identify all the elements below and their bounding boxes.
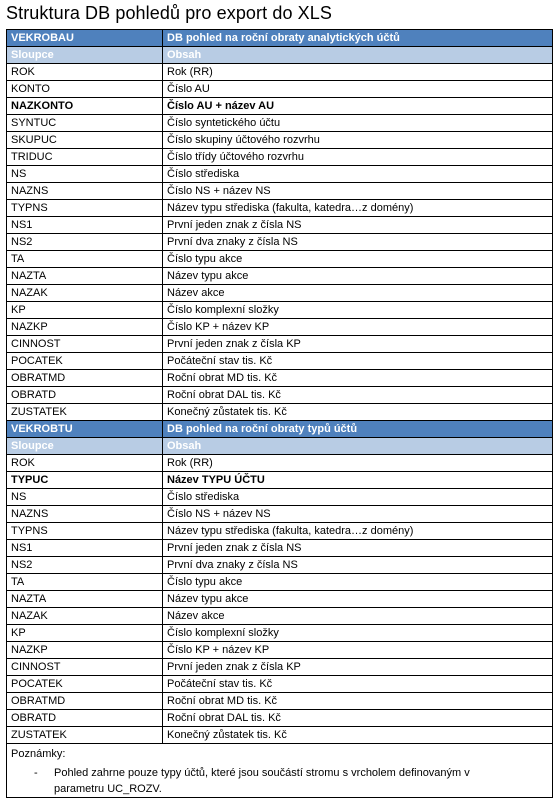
column-content-cell: Název typu akce [163,591,553,608]
table-row [7,336,553,353]
column-name-cell: OBRATMD [7,370,163,387]
table-row [7,387,553,404]
column-name-cell: TYPNS [7,523,163,540]
table-row [7,472,553,489]
table-row [7,132,553,149]
column-name-cell: NAZAK [7,608,163,625]
column-name-cell: NAZKP [7,319,163,336]
table-row [7,659,553,676]
table-row [7,149,553,166]
column-content-cell: Číslo třídy účtového rozvrhu [163,149,553,166]
table-row [7,489,553,506]
table-row [7,234,553,251]
column-name-cell: ZUSTATEK [7,404,163,421]
column-header-obsah: Obsah [163,47,553,64]
column-content-cell: Roční obrat MD tis. Kč [163,693,553,710]
column-content-cell: Číslo KP + název KP [163,319,553,336]
table-body [7,30,553,798]
column-name-cell: NAZTA [7,591,163,608]
column-content-cell: Číslo střediska [163,166,553,183]
column-name-cell: NAZKONTO [7,98,163,115]
column-name-cell: KONTO [7,81,163,98]
table-row [7,727,553,744]
table-row [7,183,553,200]
column-name-cell: NAZNS [7,183,163,200]
column-name-cell: NS2 [7,234,163,251]
column-name-cell: KP [7,625,163,642]
section-title-row [7,421,553,438]
column-name-cell: KP [7,302,163,319]
column-content-cell: Číslo AU [163,81,553,98]
page-title: Struktura DB pohledů pro export do XLS [6,3,332,23]
column-name-cell: POCATEK [7,353,163,370]
table-row [7,251,553,268]
table-row [7,370,553,387]
column-name-cell: NS2 [7,557,163,574]
column-content-cell: První jeden znak z čísla NS [163,540,553,557]
column-name-cell: TA [7,574,163,591]
notes-cell [7,744,553,798]
column-content-cell: První jeden znak z čísla KP [163,659,553,676]
column-content-cell: První jeden znak z čísla NS [163,217,553,234]
column-content-cell: Číslo typu akce [163,574,553,591]
table-row [7,81,553,98]
column-name-cell: TYPNS [7,200,163,217]
table-row [7,353,553,370]
table-row [7,404,553,421]
column-content-cell: Číslo NS + název NS [163,506,553,523]
table-row [7,693,553,710]
column-header-sloupce: Sloupce [7,47,163,64]
column-content-cell: Číslo střediska [163,489,553,506]
column-content-cell: Počáteční stav tis. Kč [163,676,553,693]
table-row [7,166,553,183]
column-name-cell: CINNOST [7,659,163,676]
table-row [7,557,553,574]
column-name-cell: NAZTA [7,268,163,285]
column-content-cell: Číslo typu akce [163,251,553,268]
column-content-cell: Číslo KP + název KP [163,642,553,659]
column-name-cell: ROK [7,64,163,81]
view-description: DB pohled na roční obraty typů účtů [163,421,553,438]
column-name-cell: OBRATD [7,710,163,727]
column-content-cell: Rok (RR) [163,455,553,472]
table-row [7,506,553,523]
table-row [7,523,553,540]
column-name-cell: NS [7,166,163,183]
column-name-cell: POCATEK [7,676,163,693]
table-row [7,302,553,319]
column-content-cell: Roční obrat MD tis. Kč [163,370,553,387]
column-name-cell: CINNOST [7,336,163,353]
column-content-cell: Číslo syntetického účtu [163,115,553,132]
column-content-cell: Počáteční stav tis. Kč [163,353,553,370]
column-name-cell: ROK [7,455,163,472]
column-content-cell: První dva znaky z čísla NS [163,234,553,251]
column-content-cell: Název TYPU ÚČTU [163,472,553,489]
column-name-cell: NAZAK [7,285,163,302]
table-row [7,710,553,727]
column-content-cell: Rok (RR) [163,64,553,81]
column-header-row [7,438,553,455]
column-content-cell: Roční obrat DAL tis. Kč [163,387,553,404]
view-name: VEKROBTU [7,421,163,438]
column-content-cell: Název akce [163,285,553,302]
note-bullet: - [34,767,38,779]
notes-row [7,744,553,798]
column-header-row [7,47,553,64]
note-item [11,765,514,797]
column-header-obsah: Obsah [163,438,553,455]
column-name-cell: NS1 [7,217,163,234]
column-name-cell: OBRATMD [7,693,163,710]
column-name-cell: TRIDUC [7,149,163,166]
table-row [7,455,553,472]
column-content-cell: Název akce [163,608,553,625]
column-content-cell: Konečný zůstatek tis. Kč [163,404,553,421]
table-row [7,642,553,659]
table-row [7,115,553,132]
table-row [7,200,553,217]
table-row [7,217,553,234]
column-content-cell: Číslo AU + název AU [163,98,553,115]
column-name-cell: NAZNS [7,506,163,523]
column-name-cell: NS1 [7,540,163,557]
section-title-row [7,30,553,47]
column-content-cell: Název typu střediska (fakulta, katedra…z domény) [163,523,553,540]
column-content-cell: Název typu střediska (fakulta, katedra…z domény) [163,200,553,217]
notes-label: Poznámky: [11,748,66,760]
column-content-cell: Číslo NS + název NS [163,183,553,200]
table-row [7,268,553,285]
column-name-cell: NAZKP [7,642,163,659]
column-header-sloupce: Sloupce [7,438,163,455]
column-content-cell: První jeden znak z čísla KP [163,336,553,353]
column-content-cell: Číslo komplexní složky [163,625,553,642]
table-row [7,574,553,591]
table-row [7,540,553,557]
view-structure-table [6,29,553,798]
column-name-cell: SKUPUC [7,132,163,149]
note-text: Pohled zahrne pouze typy účtů, které jsou součástí stromu s vrcholem definovaným v parametru UC_ROZV. [54,767,470,795]
view-description: DB pohled na roční obraty analytických účtů [163,30,553,47]
column-name-cell: TA [7,251,163,268]
table-row [7,64,553,81]
table-row [7,676,553,693]
column-content-cell: Konečný zůstatek tis. Kč [163,727,553,744]
column-name-cell: ZUSTATEK [7,727,163,744]
column-content-cell: Roční obrat DAL tis. Kč [163,710,553,727]
column-content-cell: Číslo skupiny účtového rozvrhu [163,132,553,149]
table-row [7,98,553,115]
column-content-cell: Název typu akce [163,268,553,285]
table-row [7,285,553,302]
column-name-cell: NS [7,489,163,506]
column-name-cell: TYPUC [7,472,163,489]
view-name: VEKROBAU [7,30,163,47]
column-name-cell: SYNTUC [7,115,163,132]
column-name-cell: OBRATD [7,387,163,404]
column-content-cell: První dva znaky z čísla NS [163,557,553,574]
table-row [7,591,553,608]
column-content-cell: Číslo komplexní složky [163,302,553,319]
table-row [7,608,553,625]
table-row [7,625,553,642]
table-row [7,319,553,336]
